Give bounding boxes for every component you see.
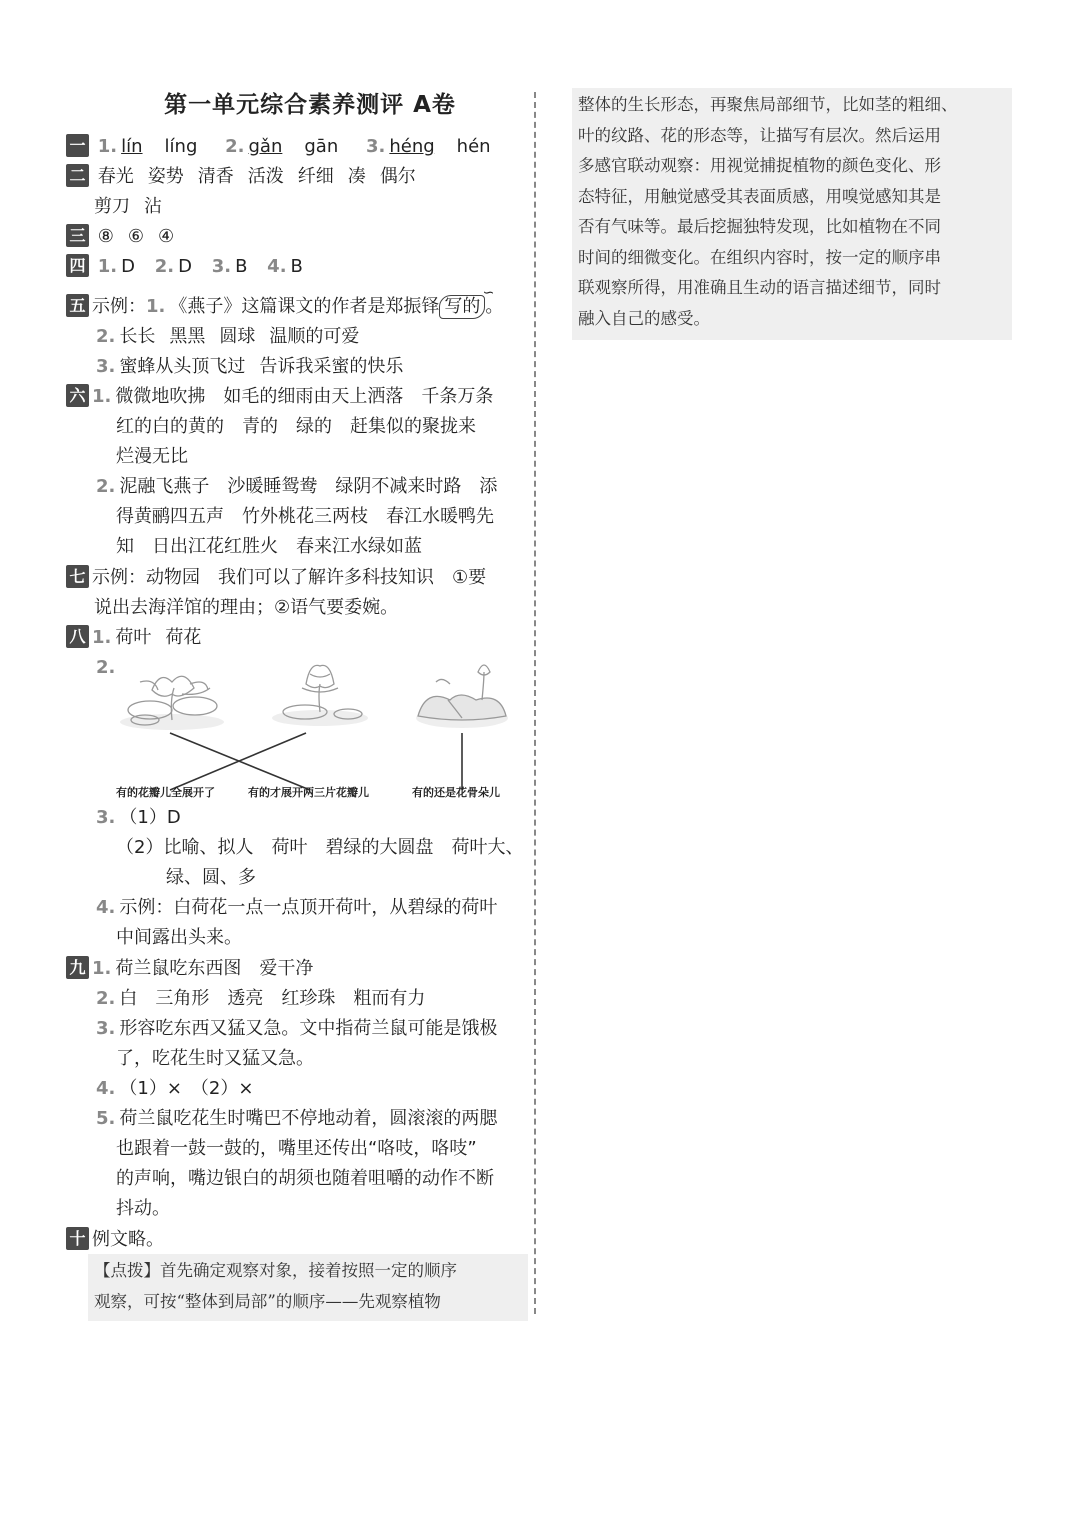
section-9-q4: 4. （1）× （2）×	[96, 1078, 254, 1099]
section-9: 九 1. 荷兰鼠吃东西图 爱干净	[66, 954, 313, 984]
section-5: 五 示例：1. 《燕子》这篇课文的作者是郑振铎 写的 ∽ 。	[66, 292, 503, 322]
text-line: 也跟着一鼓一鼓的，嘴里还传出“咯吱，咯吱”	[116, 1138, 477, 1159]
text-line: 的声响，嘴边银白的胡须也随着咀嚼的动作不断	[116, 1168, 494, 1189]
section-8-q3: 3. （1）D	[96, 807, 181, 828]
column-divider	[534, 92, 536, 1314]
correction-mark-icon: ∽	[482, 285, 495, 301]
section-5-q2: 2. 长长 黑黑 圆球 温顺的可爱	[96, 326, 360, 347]
section-10: 十 例文略。	[66, 1225, 164, 1255]
text-line: 红的白的黄的 青的 绿的 赶集似的聚拢来	[116, 416, 476, 437]
figure-label: 有的花瓣儿全展开了	[116, 786, 215, 799]
section-4: 四 1. D 2. D 3. B 4. B	[66, 252, 303, 282]
text-line: 绿、圆、多	[166, 867, 256, 888]
lotus-full-bloom-icon	[120, 676, 224, 730]
section-badge: 九	[66, 956, 89, 979]
tip-box-left: 【点拨】首先确定观察对象，接着按照一定的顺序 观察，可按“整体到局部”的顺序——先观察植物	[88, 1254, 528, 1321]
text-line: 烂漫无比	[116, 446, 188, 467]
text-line: 知 日出江花红胜火 春来江水绿如蓝	[116, 536, 422, 557]
section-9-q2: 2. 白 三角形 透亮 红珍珠 粗而有力	[96, 988, 426, 1009]
lotus-half-bloom-icon	[272, 665, 368, 726]
handwritten-correction: 写的 ∽	[439, 295, 485, 319]
section-badge: 六	[66, 384, 89, 407]
figure-label: 有的还是花骨朵儿	[412, 786, 500, 799]
tip-box-right: 整体的生长形态，再聚焦局部细节，比如茎的粗细、 叶的纹路、花的形态等，让描写有层次。然后运用 多感官联动观察：用视觉捕捉植物的颜色变化、形 态特征，用触觉感受其表面质感，用嗅觉感知其是 否有气味等。最后挖掘独特发现，比如植物在不同 时间的细微变化。在组织内容时，按一定的顺序串 联观察所得，用准确且生动的语言描述细节，同时 融入自己的感受。	[572, 88, 1012, 340]
section-badge: 三	[66, 224, 89, 247]
section-8-q4: 4. 示例：白荷花一点一点顶开荷叶，从碧绿的荷叶	[96, 897, 498, 918]
text-line: （2）比喻、拟人 荷叶 碧绿的大圆盘 荷叶大、	[116, 837, 524, 858]
section-6-q2: 2. 泥融飞燕子 沙暖睡鸳鸯 绿阴不减来时路 添	[96, 476, 498, 497]
page-title: 第一单元综合素养测评 A卷	[164, 92, 456, 118]
section-badge: 八	[66, 625, 89, 648]
section-8-q2: 2.	[96, 657, 116, 678]
section-badge: 五	[66, 294, 89, 317]
text-line: 了，吃花生时又猛又急。	[116, 1048, 314, 1069]
text-line: 得黄鹂四五声 竹外桃花三两枝 春江水暖鸭先	[116, 506, 494, 527]
section-7: 七 示例：动物园 我们可以了解许多科技知识 ①要	[66, 563, 486, 593]
section-6: 六 1. 微微地吹拂 如毛的细雨由天上洒落 千条万条	[66, 382, 493, 412]
text-line: 抖动。	[116, 1198, 170, 1219]
figure-label: 有的才展开两三片花瓣儿	[248, 786, 369, 799]
section-1: 一 1. lín líng 2. gǎn gān 3. héng hén	[66, 132, 491, 162]
section-2-line2: 剪刀 沾	[94, 196, 162, 217]
section-2: 二 春光 姿势 清香 活泼 纤细 凑 偶尔	[66, 162, 416, 192]
section-3: 三 ⑧ ⑥ ④	[66, 222, 174, 252]
lotus-bud-icon	[416, 665, 508, 728]
lotus-matching-figure	[110, 660, 530, 810]
section-9-q3: 3. 形容吃东西又猛又急。文中指荷兰鼠可能是饿极	[96, 1018, 498, 1039]
section-badge: 十	[66, 1227, 89, 1250]
section-badge: 七	[66, 565, 89, 588]
section-badge: 二	[66, 164, 89, 187]
text-line: 中间露出头来。	[116, 927, 242, 948]
section-badge: 四	[66, 254, 89, 277]
section-8: 八 1. 荷叶 荷花	[66, 623, 201, 653]
section-badge: 一	[66, 134, 89, 157]
section-5-q3: 3. 蜜蜂从头顶飞过 告诉我采蜜的快乐	[96, 356, 404, 377]
section-9-q5: 5. 荷兰鼠吃花生时嘴巴不停地动着，圆滚滚的两腮	[96, 1108, 498, 1129]
matching-lines	[170, 733, 462, 790]
text-line: 说出去海洋馆的理由；②语气要委婉。	[94, 597, 399, 618]
